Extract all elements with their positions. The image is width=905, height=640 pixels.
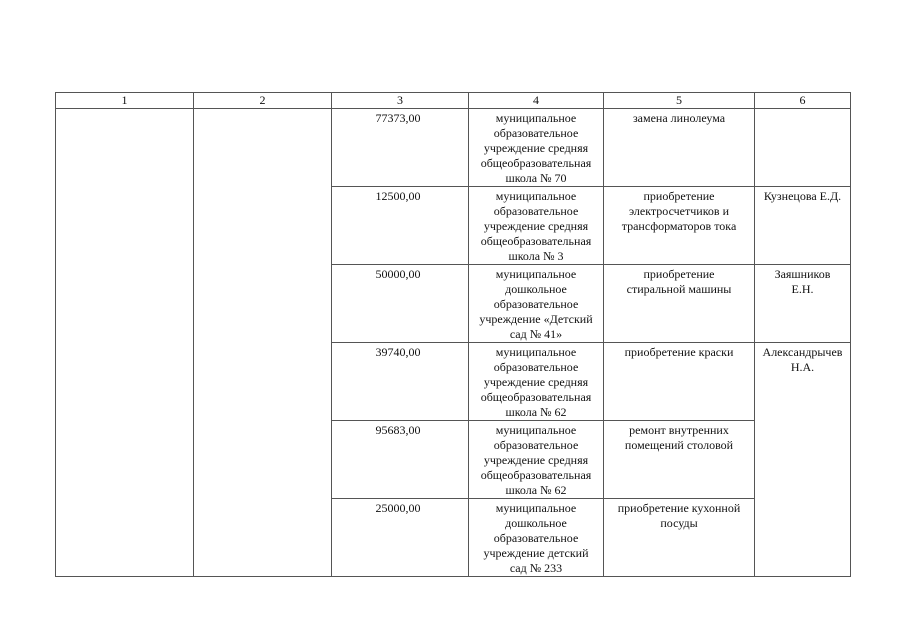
purpose-text: ремонт внутренних помещений столовой (624, 423, 734, 452)
amount-cell (332, 187, 469, 265)
amount-cell (332, 499, 469, 577)
header-row (56, 93, 851, 109)
amount-value: 95683,00 (375, 423, 421, 437)
column-header-2: 2 (194, 93, 332, 109)
institution-cell (469, 109, 604, 187)
amount-cell (332, 343, 469, 421)
purpose-text: замена линолеума (632, 111, 726, 125)
purpose-text: приобретение краски (624, 345, 734, 359)
table-row (56, 109, 851, 187)
amount-value: 39740,00 (375, 345, 421, 359)
responsible-cell (755, 265, 851, 343)
purpose-text: приобретение стиральной машины (626, 267, 732, 296)
institution-cell (469, 187, 604, 265)
purpose-cell (604, 109, 755, 187)
institution-name: муниципальное образовательное учреждение средняя общеобразовательная школа № 3 (480, 189, 592, 263)
column-header-4: 4 (469, 93, 604, 109)
amount-cell (332, 109, 469, 187)
amount-cell (332, 421, 469, 499)
institution-cell (469, 499, 604, 577)
institution-cell (469, 421, 604, 499)
column-2-merged-cell (194, 109, 332, 577)
amount-value: 12500,00 (375, 189, 421, 203)
amount-cell (332, 265, 469, 343)
purpose-cell (604, 265, 755, 343)
purpose-text: приобретение кухонной посуды (617, 501, 741, 530)
responsible-name (755, 109, 850, 111)
purpose-text: приобретение электросчетчиков и трансформаторов тока (621, 189, 737, 233)
column-1-merged-cell (56, 109, 194, 577)
column-header-1: 1 (56, 93, 194, 109)
institution-name: муниципальное дошкольное образовательное учреждение «Детский сад № 41» (479, 267, 593, 341)
institution-name: муниципальное образовательное учреждение средняя общеобразовательная школа № 70 (480, 111, 592, 185)
responsible-name: Кузнецова Е.Д. (763, 189, 842, 203)
institution-cell (469, 343, 604, 421)
amount-value: 50000,00 (375, 267, 421, 281)
institution-name: муниципальное дошкольное образовательное учреждение детский сад № 233 (483, 501, 589, 575)
institution-name: муниципальное образовательное учреждение средняя общеобразовательная школа № 62 (480, 345, 592, 419)
responsible-cell (755, 109, 851, 187)
document-table (55, 92, 851, 577)
responsible-cell (755, 187, 851, 265)
column-header-3: 3 (332, 93, 469, 109)
amount-value: 77373,00 (375, 111, 421, 125)
column-header-6: 6 (755, 93, 851, 109)
responsible-cell (755, 343, 851, 577)
column-header-5: 5 (604, 93, 755, 109)
institution-name: муниципальное образовательное учреждение средняя общеобразовательная школа № 62 (480, 423, 592, 497)
responsible-name: Александрычев Н.А. (762, 345, 843, 374)
purpose-cell (604, 421, 755, 499)
institution-cell (469, 265, 604, 343)
purpose-cell (604, 499, 755, 577)
purpose-cell (604, 343, 755, 421)
amount-value: 25000,00 (375, 501, 421, 515)
purpose-cell (604, 187, 755, 265)
responsible-name: Заяшников Е.Н. (774, 267, 831, 296)
